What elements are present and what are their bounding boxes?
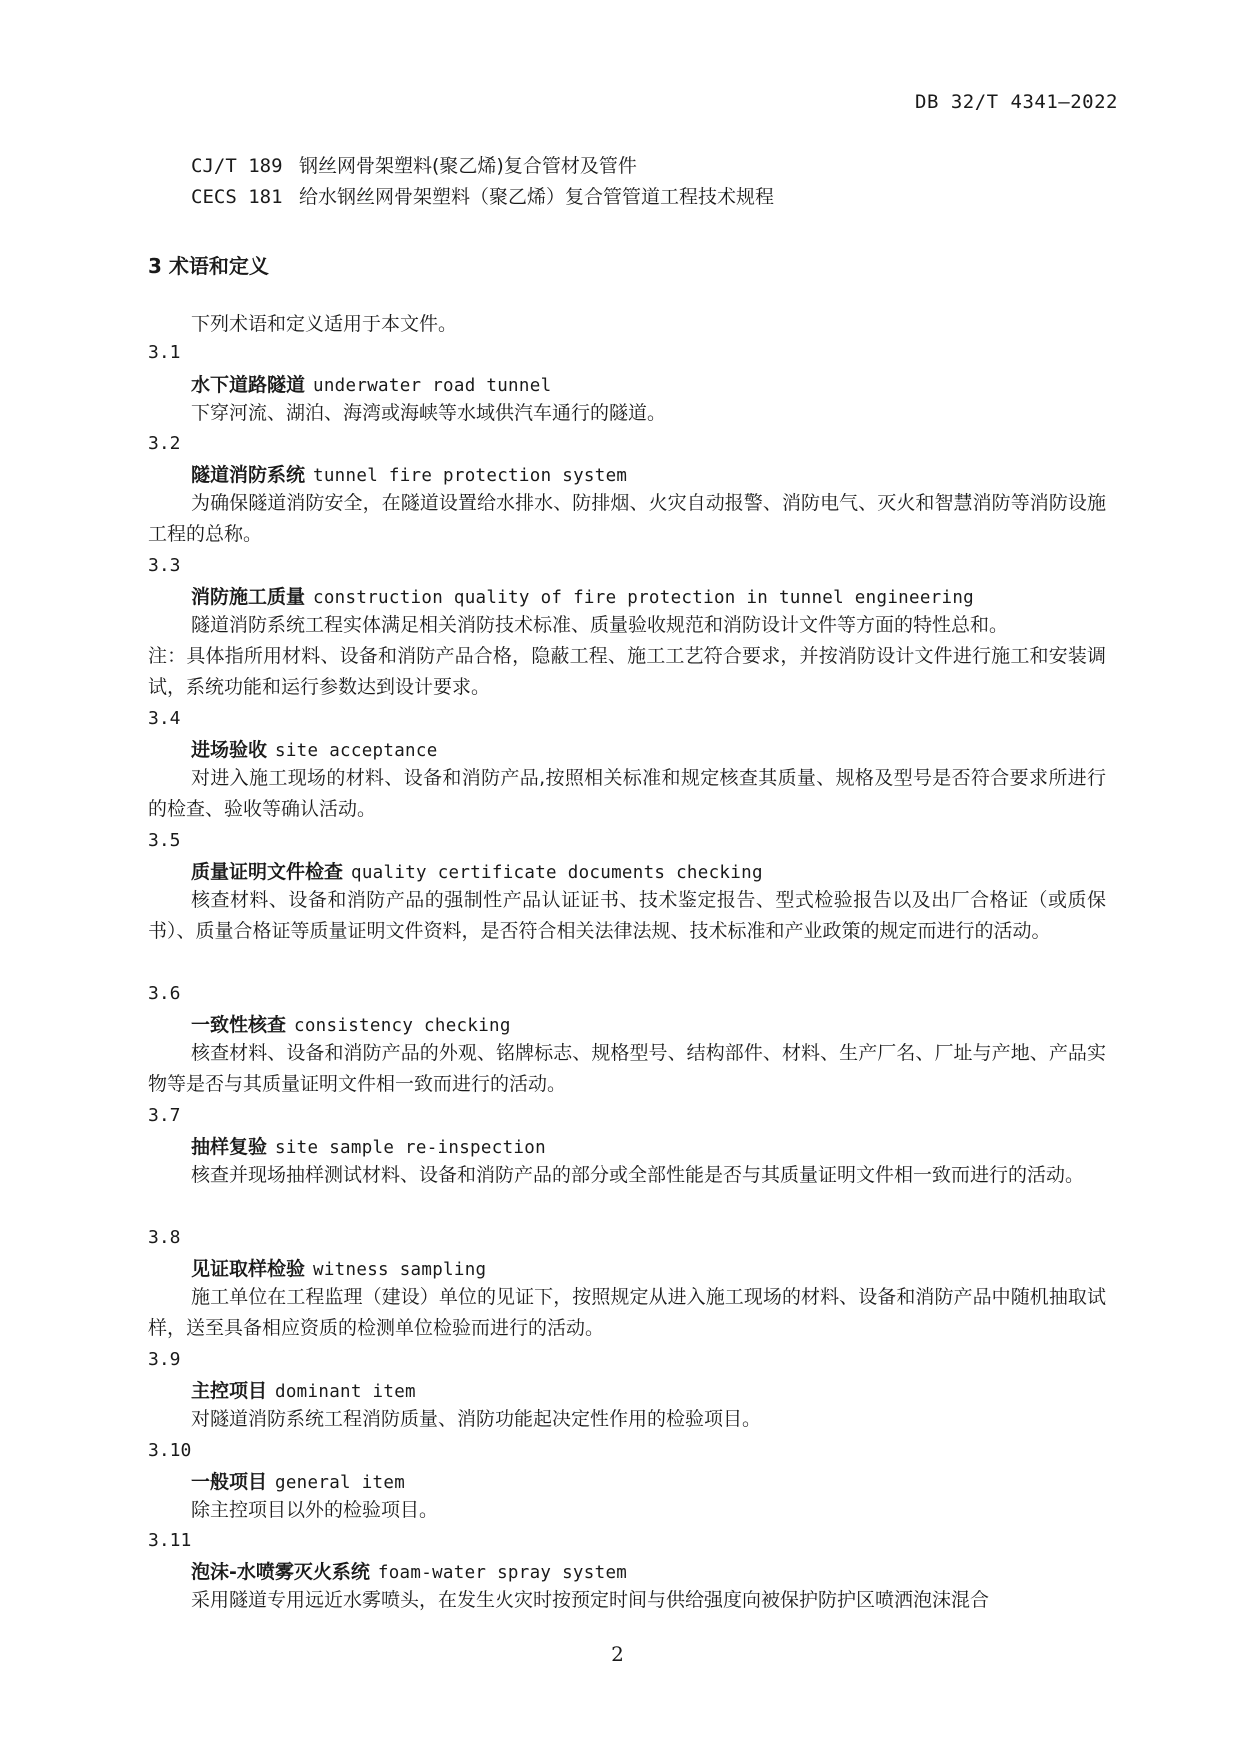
term-number: 3.4 <box>148 708 181 729</box>
term-zh: 质量证明文件检查 <box>191 861 344 883</box>
reference-code: CJ/T 189 <box>191 155 283 177</box>
term-zh: 一致性核查 <box>191 1014 287 1036</box>
term-definition: 核查并现场抽样测试材料、设备和消防产品的部分或全部性能是否与其质量证明文件相一致而进行的活动。 <box>191 1164 1085 1186</box>
term-definition: 核查材料、设备和消防产品的外观、铭牌标志、规格型号、结构部件、材料、生产厂名、厂址与产地、产品实物等是否与其质量证明文件相一致而进行的活动。 <box>148 1042 1106 1095</box>
term-en: tunnel fire protection system <box>313 466 628 486</box>
term-heading <box>191 735 438 762</box>
section-intro: 下列术语和定义适用于本文件。 <box>191 313 458 335</box>
term-definition: 除主控项目以外的检验项目。 <box>191 1499 439 1521</box>
term-zh: 隧道消防系统 <box>191 464 306 486</box>
term-heading <box>191 582 974 609</box>
term-definition: 下穿河流、湖泊、海湾或海峡等水域供汽车通行的隧道。 <box>191 402 667 424</box>
term-heading <box>191 857 763 884</box>
term-zh: 抽样复验 <box>191 1136 268 1158</box>
term-definition: 采用隧道专用远近水雾喷头，在发生火灾时按预定时间与供给强度向被保护防护区喷洒泡沫混合 <box>191 1589 990 1611</box>
term-zh: 水下道路隧道 <box>191 374 306 396</box>
term-heading <box>191 1557 627 1584</box>
term-heading <box>191 1467 405 1494</box>
reference-item <box>191 151 637 178</box>
term-en: quality certificate documents checking <box>351 863 763 883</box>
term-definition: 为确保隧道消防安全，在隧道设置给水排水、防排烟、火灾自动报警、消防电气、灭火和智慧消防等消防设施工程的总称。 <box>148 492 1106 545</box>
document-id: DB 32/T 4341—2022 <box>915 91 1118 113</box>
term-number: 3.9 <box>148 1349 181 1370</box>
term-note: 注：具体指所用材料、设备和消防产品合格，隐蔽工程、施工工艺符合要求，并按消防设计文件进行施工和安装调试，系统功能和运行参数达到设计要求。 <box>148 645 1106 698</box>
term-en: dominant item <box>275 1382 416 1402</box>
reference-item <box>191 182 774 209</box>
term-en: foam-water spray system <box>377 1563 628 1583</box>
term-en: witness sampling <box>313 1260 487 1280</box>
term-number: 3.3 <box>148 555 181 576</box>
page-number: 2 <box>611 1642 624 1666</box>
term-heading <box>191 460 627 487</box>
term-en: site acceptance <box>275 741 438 761</box>
term-zh: 主控项目 <box>191 1380 268 1402</box>
term-definition: 施工单位在工程监理（建设）单位的见证下，按照规定从进入施工现场的材料、设备和消防产品中随机抽取试样，送至具备相应资质的检测单位检验而进行的活动。 <box>148 1286 1106 1339</box>
term-definition: 隧道消防系统工程实体满足相关消防技术标准、质量验收规范和消防设计文件等方面的特性总和。 <box>191 614 1009 636</box>
reference-title: 给水钢丝网骨架塑料（聚乙烯）复合管管道工程技术规程 <box>299 186 775 208</box>
term-number: 3.6 <box>148 983 181 1004</box>
term-number: 3.5 <box>148 830 181 851</box>
term-zh: 消防施工质量 <box>191 586 306 608</box>
term-en: construction quality of fire protection in tunnel engineering <box>313 588 975 608</box>
term-heading <box>191 1010 511 1037</box>
term-number: 3.11 <box>148 1530 192 1551</box>
term-zh: 泡沫-水喷雾灭火系统 <box>191 1561 370 1583</box>
term-zh: 见证取样检验 <box>191 1258 306 1280</box>
term-definition: 对隧道消防系统工程消防质量、消防功能起决定性作用的检验项目。 <box>191 1408 762 1430</box>
term-en: consistency checking <box>294 1016 511 1036</box>
term-definition: 对进入施工现场的材料、设备和消防产品,按照相关标准和规定核查其质量、规格及型号是否符合要求所进行的检查、验收等确认活动。 <box>148 767 1106 820</box>
term-heading <box>191 370 551 397</box>
term-en: underwater road tunnel <box>313 376 552 396</box>
reference-title: 钢丝网骨架塑料(聚乙烯)复合管材及管件 <box>299 155 637 177</box>
term-number: 3.10 <box>148 1440 192 1461</box>
term-heading <box>191 1254 486 1281</box>
term-zh: 一般项目 <box>191 1471 268 1493</box>
term-number: 3.8 <box>148 1227 181 1248</box>
term-number: 3.7 <box>148 1105 181 1126</box>
section-title: 3 术语和定义 <box>148 254 269 278</box>
reference-code: CECS 181 <box>191 186 283 208</box>
term-definition: 核查材料、设备和消防产品的强制性产品认证证书、技术鉴定报告、型式检验报告以及出厂合格证（或质保书）、质量合格证等质量证明文件资料，是否符合相关法律法规、技术标准和产业政策的规定而进行的活动。 <box>148 889 1106 942</box>
term-en: site sample re-inspection <box>275 1138 546 1158</box>
term-heading <box>191 1376 416 1403</box>
term-zh: 进场验收 <box>191 739 268 761</box>
term-heading <box>191 1132 546 1159</box>
term-number: 3.1 <box>148 342 181 363</box>
term-en: general item <box>275 1473 406 1493</box>
term-number: 3.2 <box>148 433 181 454</box>
